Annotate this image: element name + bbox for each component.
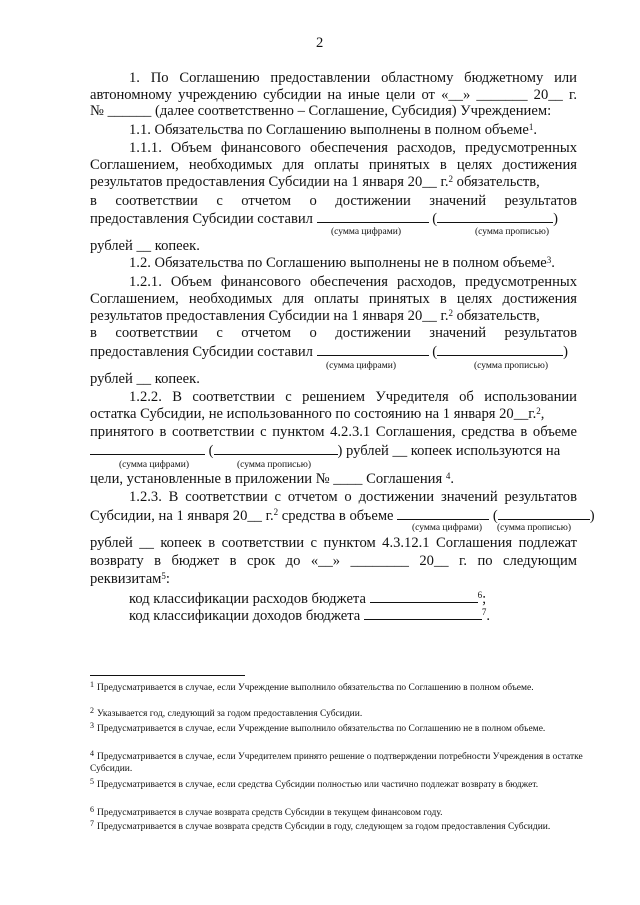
footnote-5: $^5$ Предусматривается в случае, если средства Субсидии полностью или частично подлежат возврату в бюджет. [90,777,539,790]
footnote-2: $^2$ Указывается год, следующий за годом предоставления Субсидии. [90,706,363,719]
footnote-3: $^3$ Предусматривается в случае, если Учреждение выполнило обязательства по Соглашению не в полном объеме. [90,721,546,734]
item-1-2-2-line-2: остатка Субсидии, не использованного по состоянию на 1 января 20__г.$^2$, [90,406,545,422]
item-1-2-3-line-3: рублей __ копеек в соответствии с пунктом 4.3.12.1 Соглашения подлежат [90,535,577,551]
item-1-1-1-line-5: предоставления Субсидии составил ( ) [90,211,558,227]
item-1-1-1-line-2: Соглашением, необходимых для оплаты принятых в целях достижения [90,157,577,173]
footnote-6: $^6$ Предусматривается в случае возврата средств Субсидии в текущем финансовом году. [90,805,443,818]
caption-sum-digits: (сумма цифрами) [326,361,396,371]
item-1-1-1-line-4: в соответствии с отчетом о достижении значений результатов [90,193,577,209]
para-1-line-2: автономному учреждению субсидии на иные цели от «__» _______ 20__ г. [90,87,577,103]
para-1-line-1: 1. По Соглашению предоставлении областному бюджетному или [129,70,577,86]
revenue-code-blank [364,607,482,620]
item-1-2-3-line-1: 1.2.3. В соответствии с отчетом о достижении значений результатов [129,489,577,505]
item-1-2-1-line-1: 1.2.1. Объем финансового обеспечения расходов, предусмотренных [129,274,577,290]
item-1-2-2-line-5: цели, установленные в приложении № ____ Соглашения $^4$. [90,471,455,487]
revenue-code-line: код классификации доходов бюджета $^7$. [129,607,491,624]
footnote-mark: 1 [528,122,534,132]
caption-sum-digits: (сумма цифрами) [119,460,189,470]
sum-words-blank [437,210,553,223]
item-1-1-1-line-3: результатов предоставления Субсидии на 1 января 20__ г.$^2$ обязательств, [90,174,540,190]
item-1-1-1-line-1: 1.1.1. Объем финансового обеспечения расходов, предусмотренных [129,140,577,156]
caption-sum-digits: (сумма цифрами) [331,227,401,237]
expense-code-line: код классификации расходов бюджета $^6$; [129,590,487,607]
footnote-4: $^4$ Предусматривается в случае, если Учредителем принято решение о подтверждении потребности Учреждения в остатке Субсидии. [90,749,583,774]
caption-sum-words: (сумма прописью) [475,227,549,237]
item-1-2-1-line-6: рублей __ копеек. [90,371,200,387]
sum-digits-blank [317,210,429,223]
expense-code-blank [370,590,478,603]
item-1-2-1-line-5: предоставления Субсидии составил ( ) [90,344,568,360]
item-1-2-1-line-3: результатов предоставления Субсидии на 1 января 20__ г.$^2$ обязательств, [90,308,540,324]
item-1-1: 1.1. Обязательства по Соглашению выполнены в полном объеме$^1$. [129,122,538,138]
footnote-separator [90,675,245,676]
para-1-line-3: № ______ (далее соответственно – Соглашение, Субсидия) Учреждением: [90,103,552,119]
caption-sum-words: (сумма прописью) [237,460,311,470]
caption-sum-words: (сумма прописью) [474,361,548,371]
item-1-2-3-line-2: Субсидии, на 1 января 20__ г.$^2$ средства в объеме ( ) [90,507,595,524]
item-1-2-2-line-3: принятого в соответствии с пунктом 4.2.3.1 Соглашения, средства в объеме [90,424,577,440]
item-1-2-1-line-2: Соглашением, необходимых для оплаты принятых в целях достижения [90,291,577,307]
item-1-2: 1.2. Обязательства по Соглашению выполнены не в полном объеме$^3$. [129,255,555,271]
footnote-7: $^7$ Предусматривается в случае возврата средств Субсидии в году, следующем за годом предоставления Субсидии. [90,819,551,832]
caption-sum-digits: (сумма цифрами) [412,523,482,533]
caption-sum-words: (сумма прописью) [497,523,571,533]
item-1-2-2-line-4: ( ) рублей __ копеек используются на [90,442,560,460]
item-1-2-3-line-5: реквизитам$^5$: [90,571,170,587]
item-1-1-1-line-6: рублей __ копеек. [90,238,200,254]
item-1-2-2-line-1: 1.2.2. В соответствии с решением Учредителя об использовании [129,389,577,405]
item-1-2-3-line-4: возврату в бюджет в срок до «__» ________ 20__ г. по следующим [90,553,577,569]
page-number: 2 [316,35,324,51]
item-1-2-1-line-4: в соответствии с отчетом о достижении значений результатов [90,325,577,341]
footnote-1: $^1$ Предусматривается в случае, если Учреждение выполнило обязательства по Соглашению в полном объеме. [90,680,534,693]
